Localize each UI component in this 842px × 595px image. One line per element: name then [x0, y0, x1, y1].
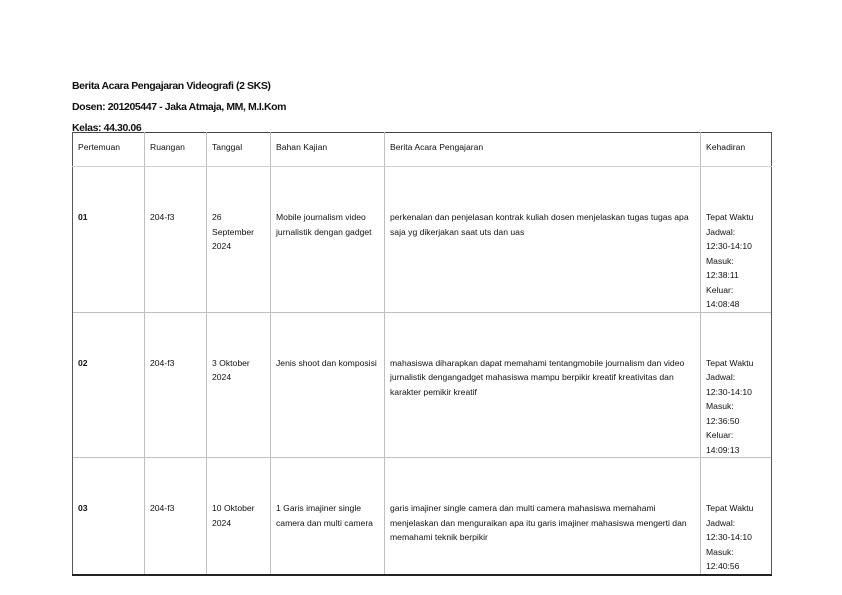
- tanggal-cell: 10 Oktober 2024: [207, 458, 271, 575]
- bahan-kajian-cell: Jenis shoot dan komposisi: [271, 312, 385, 458]
- pertemuan-cell: 01: [73, 167, 145, 313]
- table-row: [73, 458, 772, 575]
- kehadiran-line: Masuk:: [706, 255, 734, 266]
- kehadiran-line: Masuk:: [706, 401, 734, 411]
- berita-acara-cell: garis imajiner single camera dan multi camera mahasiswa memahami menjelaskan dan menguraikan apa itu garis imajiner mahasiswa mengerti dan memahami teknik berpikir: [385, 458, 701, 575]
- kehadiran-line: Keluar:: [706, 284, 734, 295]
- kehadiran-line: 12:30-14:10: [706, 386, 752, 397]
- bahan-kajian-cell: Mobile journalism video jurnalistik dengan gadget: [271, 167, 385, 313]
- ruangan-cell: 204-f3: [145, 458, 207, 575]
- kehadiran-status: Tepat Waktu: [706, 212, 754, 222]
- table-header-row: [73, 133, 772, 167]
- kehadiran-status: Tepat Waktu: [706, 503, 754, 513]
- kehadiran-line: 12:40:56: [706, 561, 740, 571]
- tanggal-cell: 26 September 2024: [207, 167, 271, 313]
- berita-acara-cell: mahasiswa diharapkan dapat memahami tentangmobile journalism dan video jurnalistik dengangadget mahasiswa mampu berpikir kreatif kreativitas dan karakter pemikir kreatif: [385, 312, 701, 458]
- kehadiran-cell: [701, 458, 772, 575]
- kehadiran-line: Jadwal:: [706, 517, 736, 528]
- kehadiran-line: Keluar:: [706, 430, 734, 440]
- column-header-bahan-kajian: Bahan Kajian: [271, 133, 385, 167]
- ruangan-cell: 204-f3: [145, 312, 207, 458]
- table-row: [73, 167, 772, 313]
- column-header-pertemuan: Pertemuan: [73, 133, 145, 167]
- pertemuan-cell: 02: [73, 312, 145, 458]
- kehadiran-cell: [701, 312, 772, 458]
- teaching-record-table: [72, 132, 772, 576]
- kehadiran-line: Jadwal:: [706, 372, 736, 382]
- kehadiran-status: Tepat Waktu: [706, 357, 754, 368]
- tanggal-cell: 3 Oktober 2024: [207, 312, 271, 458]
- document-title: Berita Acara Pengajaran Videografi (2 SKS): [72, 80, 271, 92]
- lecturer-line: Dosen: 201205447 - Jaka Atmaja, MM, M.I.Kom: [72, 101, 287, 113]
- kehadiran-line: Jadwal:: [706, 226, 736, 237]
- column-header-kehadiran: Kehadiran: [701, 133, 772, 167]
- kehadiran-line: 12:36:50: [706, 415, 740, 426]
- ruangan-cell: 204-f3: [145, 167, 207, 313]
- kehadiran-line: 12:30-14:10: [706, 532, 752, 542]
- kehadiran-line: 14:09:13: [706, 444, 740, 455]
- kehadiran-line: 12:38:11: [706, 270, 739, 280]
- table-row: [73, 312, 772, 458]
- kehadiran-cell: [701, 167, 772, 313]
- pertemuan-cell: 03: [73, 458, 145, 575]
- kehadiran-line: Masuk:: [706, 546, 734, 557]
- column-header-ruangan: Ruangan: [145, 133, 207, 167]
- bahan-kajian-cell: 1 Garis imajiner single camera dan multi camera: [271, 458, 385, 575]
- document-header: [72, 76, 286, 139]
- column-header-berita-acara: Berita Acara Pengajaran: [385, 133, 701, 167]
- class-line: Kelas: 44.30.06: [72, 122, 142, 134]
- kehadiran-line: 14:08:48: [706, 299, 740, 309]
- berita-acara-cell: perkenalan dan penjelasan kontrak kuliah dosen menjelaskan tugas tugas apa saja yg dikerjakan saat uts dan uas: [385, 167, 701, 313]
- kehadiran-line: 12:30-14:10: [706, 241, 752, 251]
- column-header-tanggal: Tanggal: [207, 133, 271, 167]
